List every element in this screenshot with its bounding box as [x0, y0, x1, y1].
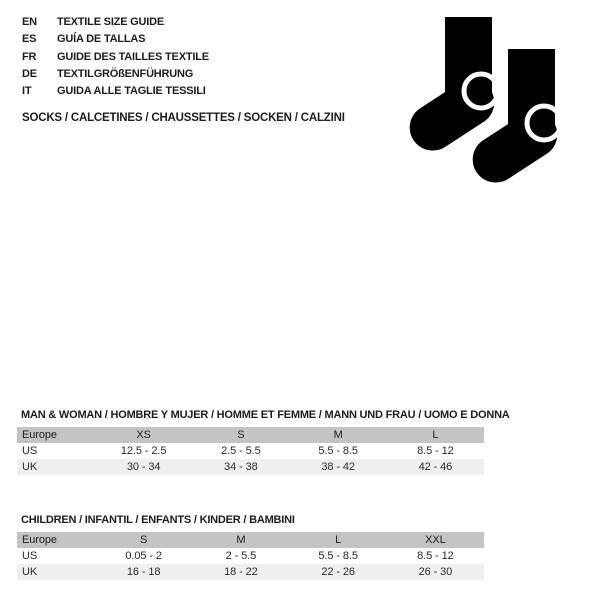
size-value: 42 - 46 [418, 461, 453, 473]
language-label: GUIDE DES TAILLES TEXTILE [57, 50, 209, 63]
size-value: 12.5 - 2.5 [120, 445, 167, 457]
row-label: UK [22, 461, 38, 473]
size-section-man-woman [17, 409, 510, 475]
column-header-size-s: S [237, 429, 245, 441]
size-value: 5.5 - 8.5 [318, 550, 358, 562]
size-table-children [17, 532, 484, 580]
size-value: 0.05 - 2 [125, 550, 162, 562]
size-value: 8.5 - 12 [417, 445, 454, 457]
language-row [22, 31, 209, 48]
socks-icon [408, 17, 576, 187]
column-header-size-l: L [335, 534, 342, 546]
table-row-us [17, 548, 484, 564]
language-code: ES [22, 33, 37, 46]
category-title: SOCKS / CALCETINES / CHAUSSETTES / SOCKEN / CALZINI [22, 112, 345, 124]
size-value: 5.5 - 8.5 [318, 445, 358, 457]
language-label: TEXTILGRÖßENFÜHRUNG [57, 67, 194, 80]
size-value: 34 - 38 [224, 461, 258, 473]
language-row [22, 66, 209, 83]
language-guide-list [22, 14, 209, 100]
size-value: 30 - 34 [126, 461, 161, 473]
column-header-size-l: L [432, 429, 439, 441]
column-header-europe: Europe [22, 534, 57, 546]
size-value: 38 - 42 [321, 461, 355, 473]
size-value: 2.5 - 5.5 [221, 445, 261, 457]
size-value: 16 - 18 [126, 566, 161, 578]
size-table-man-woman [17, 427, 484, 475]
size-section-children [17, 514, 484, 580]
table-row-uk [17, 564, 484, 580]
language-code: DE [22, 67, 37, 80]
row-label: US [22, 445, 38, 457]
language-row [22, 49, 209, 66]
size-value: 26 - 30 [418, 566, 453, 578]
table-row-uk [17, 459, 484, 475]
size-value: 18 - 22 [224, 566, 258, 578]
table-header-row [17, 532, 484, 548]
size-value: 8.5 - 12 [417, 550, 454, 562]
language-label: GUÍA DE TALLAS [57, 33, 146, 46]
row-label: UK [22, 566, 38, 578]
language-code: IT [22, 85, 32, 98]
table-title-man-woman: MAN & WOMAN / HOMBRE Y MUJER / HOMME ET FEMME / MANN UND FRAU / UOMO E DONNA [21, 409, 510, 421]
column-header-size-xs: XS [136, 429, 151, 441]
row-label: US [22, 550, 38, 562]
size-value: 2 - 5.5 [225, 550, 257, 562]
column-header-size-xxl: XXL [425, 534, 446, 546]
table-row-us [17, 443, 484, 459]
column-header-size-m: M [333, 429, 343, 441]
table-header-row [17, 427, 484, 443]
language-row [22, 14, 209, 31]
language-label: TEXTILE SIZE GUIDE [57, 16, 165, 28]
column-header-europe: Europe [22, 429, 57, 441]
column-header-size-m: M [236, 534, 246, 546]
language-code: FR [22, 50, 37, 63]
language-row [22, 83, 209, 100]
table-title-children: CHILDREN / INFANTIL / ENFANTS / KINDER / BAMBINI [21, 514, 295, 526]
size-value: 22 - 26 [321, 566, 355, 578]
language-label: GUIDA ALLE TAGLIE TESSILI [57, 85, 206, 98]
column-header-size-s: S [140, 534, 148, 546]
language-code: EN [22, 16, 37, 28]
